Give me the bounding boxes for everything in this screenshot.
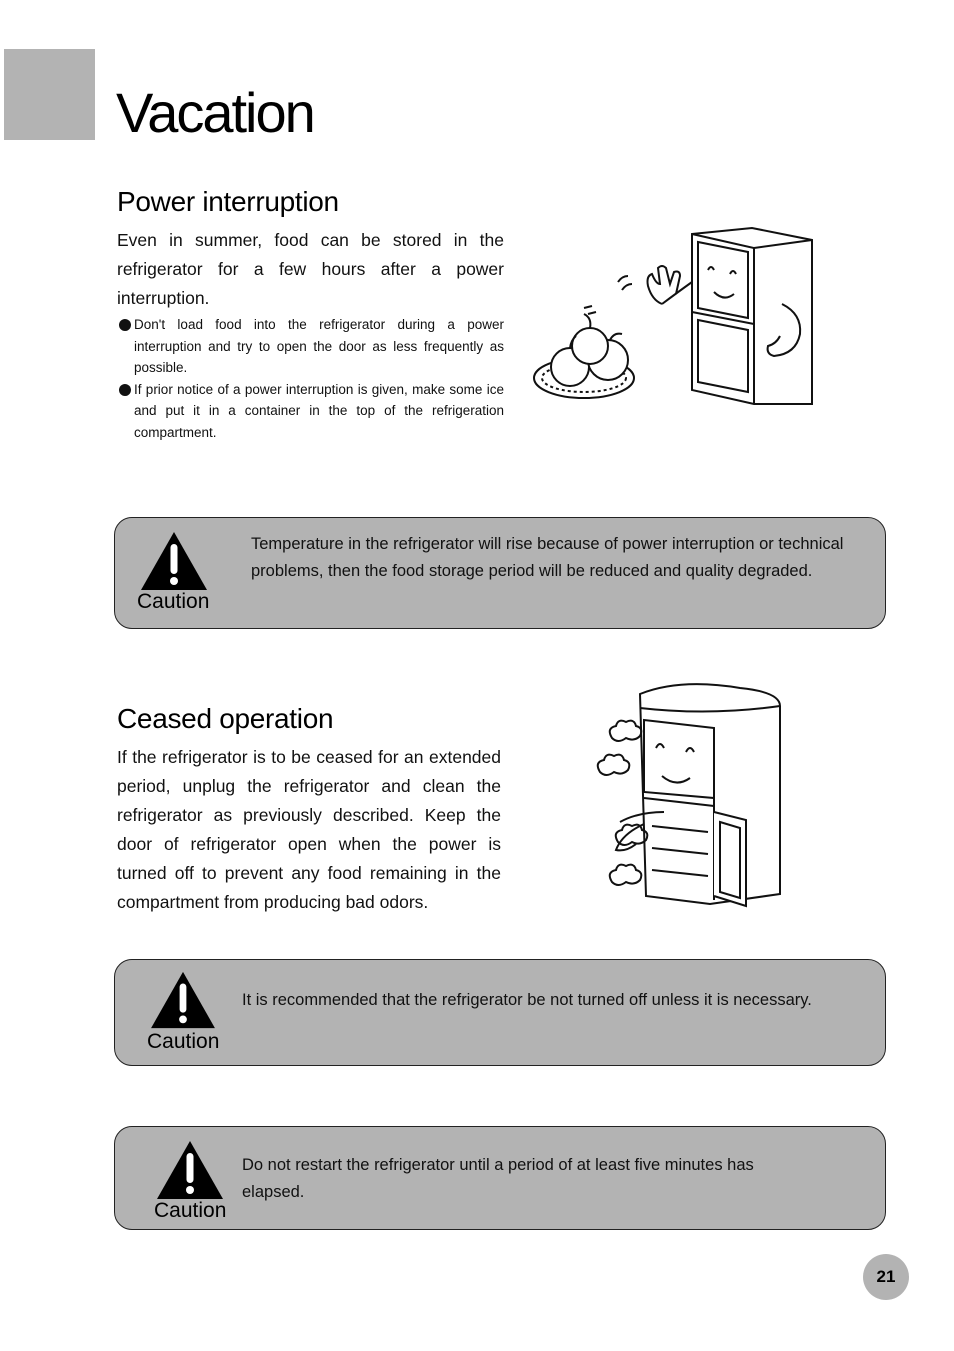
power-interruption-heading: Power interruption — [117, 186, 339, 217]
caution-box-power — [114, 517, 886, 629]
page-number: 21 — [863, 1254, 909, 1300]
page-title: Vacation — [116, 81, 314, 144]
section-tab-marker — [4, 49, 95, 140]
bullet-item: If prior notice of a power interruption is given, make some ice and put it in a container in the top of the refrigeration compartment. — [118, 379, 504, 444]
power-interruption-bullets — [118, 314, 504, 443]
caution-text: Temperature in the refrigerator will rise because of power interruption or technical problems, then the food storage period will be reduced and quality degraded. — [251, 535, 844, 580]
caution-box-restart — [114, 1126, 886, 1230]
warning-triangle-icon — [139, 530, 209, 592]
caution-box-turn-off — [114, 959, 886, 1066]
warning-triangle-icon — [155, 1139, 225, 1201]
caution-label: Caution — [147, 1030, 220, 1053]
ceased-operation-heading: Ceased operation — [117, 703, 334, 734]
caution-text: Do not restart the refrigerator until a period of at least five minutes has elapsed. — [242, 1156, 754, 1201]
caution-label: Caution — [154, 1199, 227, 1222]
bullet-item: Don't load food into the refrigerator during a power interruption and try to open the door as less frequently as possible. — [118, 314, 504, 379]
refrigerator-open-door-illustration — [592, 676, 792, 912]
ceased-operation-body: If the refrigerator is to be ceased for an extended period, unplug the refrigerator and clean the refrigerator as previously described. Keep the door of refrigerator open when the power is turned off to prevent any food remaining in the compartment from producing bad odors. — [117, 747, 501, 912]
warning-triangle-icon — [149, 970, 217, 1030]
refrigerator-apples-illustration — [530, 212, 820, 412]
caution-label: Caution — [137, 590, 210, 613]
caution-text: It is recommended that the refrigerator be not turned off unless it is necessary. — [242, 991, 812, 1009]
power-interruption-intro: Even in summer, food can be stored in the refrigerator for a few hours after a power interruption. — [117, 230, 504, 308]
